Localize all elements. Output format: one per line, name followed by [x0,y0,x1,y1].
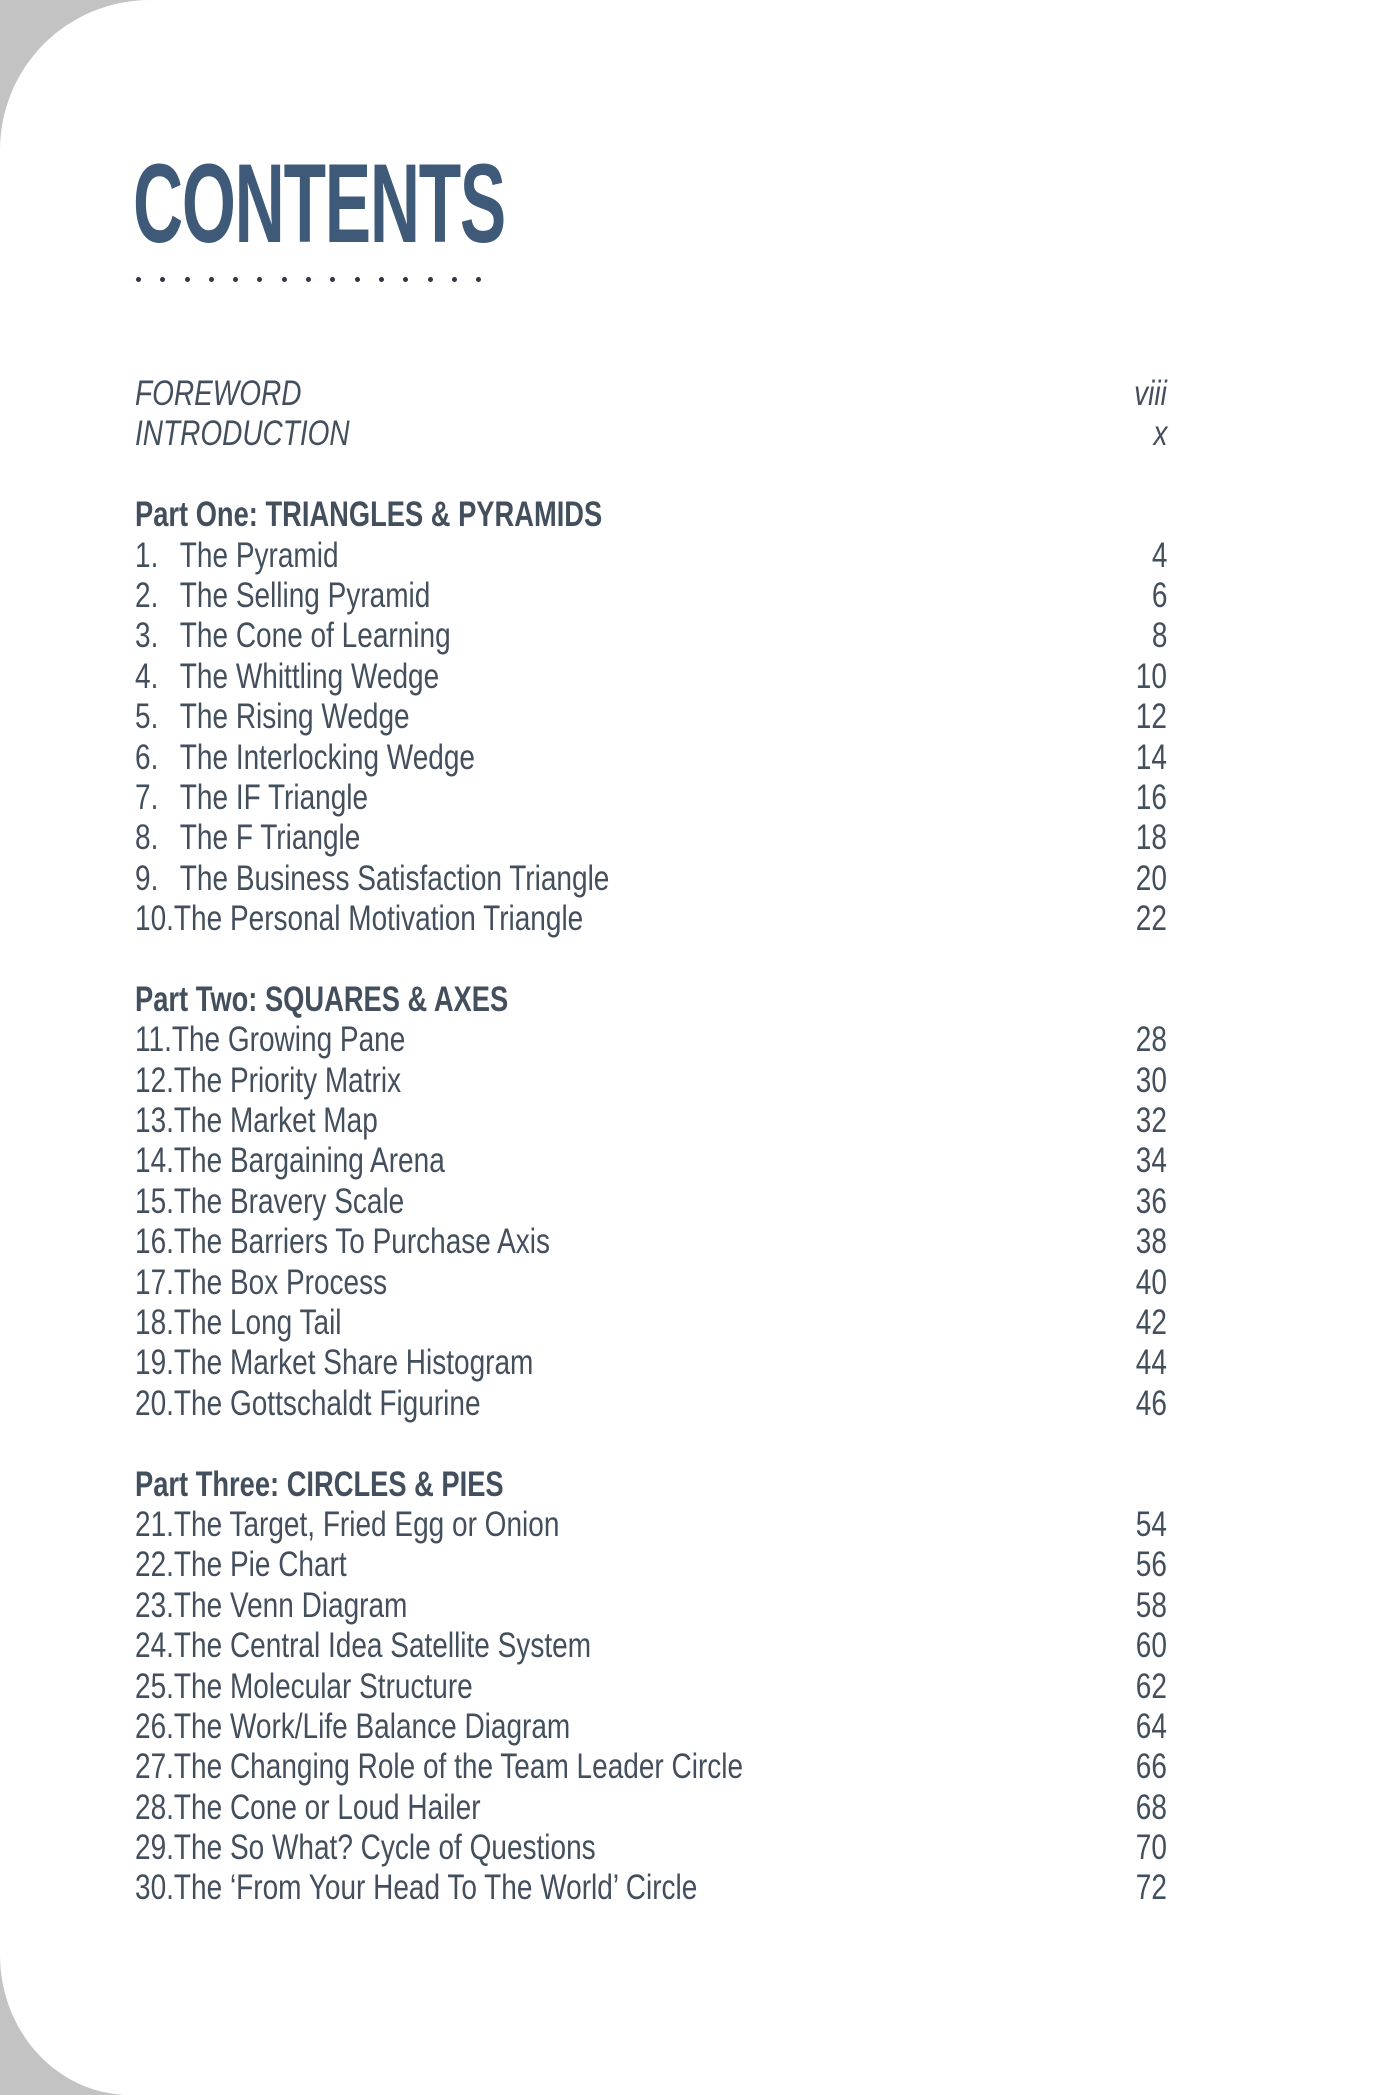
toc-entry[interactable] [135,616,1167,656]
toc-entry-page: 66 [1135,1747,1167,1787]
toc-entry-title: The Priority Matrix [173,1060,402,1100]
toc-entry-page: viii [1134,374,1167,413]
toc-entry[interactable] [135,1505,1167,1545]
toc-entry[interactable] [135,1788,1167,1828]
section-spacer [135,939,1167,979]
toc-entry[interactable] [135,859,1167,899]
toc-entry-number: 14. [135,1141,174,1181]
toc-entry-number: 4. [135,656,159,696]
toc-entry[interactable] [135,1707,1167,1747]
toc-entry-number: 12. [135,1060,174,1100]
toc-entry-title: The Interlocking Wedge [179,737,476,777]
dot [136,277,141,282]
dot [476,277,481,282]
toc-entry[interactable] [135,1747,1167,1787]
toc-entry-title: The Bargaining Arena [173,1141,445,1181]
toc-entry-title: The Long Tail [173,1302,342,1342]
toc-entry-number: 21. [135,1504,174,1544]
toc-entry-page: 68 [1135,1787,1167,1827]
toc-entry-page: 6 [1151,575,1167,615]
toc-entry[interactable] [135,818,1167,858]
toc-entry[interactable] [135,1020,1167,1060]
toc-entry[interactable] [135,536,1167,576]
toc-entry-number: 26. [135,1706,174,1746]
page-title: CONTENTS [133,141,505,266]
part-heading [135,1465,1167,1505]
toc-entry-title: The Market Share Histogram [173,1343,534,1383]
toc-entry-title: The Selling Pyramid [179,575,431,615]
toc-entry-number: 29. [135,1828,174,1868]
toc-entry-page: 42 [1135,1302,1167,1342]
part-heading [135,495,1167,535]
toc-entry[interactable] [135,1222,1167,1262]
toc-entry-number: 18. [135,1302,174,1342]
toc-entry-page: 58 [1135,1585,1167,1625]
part-heading-prefix: Part One: [135,495,258,535]
toc-entry-number: 20. [135,1383,174,1423]
toc-entry-page: 8 [1151,616,1167,656]
toc-entry-page: 18 [1135,818,1167,858]
dot [355,277,360,282]
part-heading-prefix: Part Three: [135,1464,280,1504]
toc-entry-title: The Pie Chart [173,1545,347,1585]
toc-entry-title: The Central Idea Satellite System [173,1626,592,1666]
toc-entry-title: The Changing Role of the Team Leader Circle [173,1747,744,1787]
toc-entry-title: The Cone or Loud Hailer [173,1787,481,1827]
toc-entry-page: 46 [1135,1383,1167,1423]
toc-entry-number: 2. [135,575,159,615]
toc-entry-page: 12 [1135,697,1167,737]
toc-entry-page: 20 [1135,858,1167,898]
toc-entry-number: 27. [135,1747,174,1787]
toc-entry[interactable] [135,1263,1167,1303]
toc-entry-page: x [1153,414,1167,454]
toc-entry-page: 14 [1135,737,1167,777]
toc-entry-title: The Rising Wedge [179,697,410,737]
dotted-rule [136,277,500,282]
toc-entry-title: The Pyramid [179,535,339,575]
dot [306,277,311,282]
toc-entry[interactable] [135,1061,1167,1101]
part-heading-prefix: Part Two: [135,979,258,1019]
toc-entry-page: 22 [1135,899,1167,939]
toc-entry-number: 11. [135,1020,172,1060]
dot [233,277,238,282]
toc-entry-title: The F Triangle [179,818,361,858]
dot [403,277,408,282]
toc-front-matter-introduction[interactable] [135,414,1167,454]
toc-entry-number: 15. [135,1181,174,1221]
toc-entry-number: 30. [135,1868,174,1908]
toc-entry[interactable] [135,1626,1167,1666]
toc-entry-title: FOREWORD [135,374,302,413]
toc-entry-page: 4 [1151,535,1167,575]
toc-entry-page: 36 [1135,1181,1167,1221]
toc-entry-page: 10 [1135,656,1167,696]
toc-entry-title: The So What? Cycle of Questions [173,1828,596,1868]
toc-entry-title: The Target, Fried Egg or Onion [173,1504,560,1544]
toc-entry-title: The Market Map [173,1101,378,1141]
toc-entry-page: 38 [1135,1222,1167,1262]
toc-entry[interactable] [135,576,1167,616]
toc-entry-number: 9. [135,858,159,898]
toc-entry-number: 6. [135,737,159,777]
toc-entry-title: The Work/Life Balance Diagram [173,1706,571,1746]
part-heading [135,980,1167,1020]
dot [209,277,214,282]
toc-entry-number: 25. [135,1666,174,1706]
dot [379,277,384,282]
toc-entry-title: The Box Process [173,1262,388,1302]
toc-entry-number: 19. [135,1343,174,1383]
toc-entry[interactable] [135,1141,1167,1181]
toc-entry-number: 23. [135,1585,174,1625]
dot [428,277,433,282]
toc-entry-number: 28. [135,1787,174,1827]
toc-entry-title: The Personal Motivation Triangle [173,899,584,939]
toc-entry-number: 24. [135,1626,174,1666]
toc-entry[interactable] [135,1667,1167,1707]
toc-entry[interactable] [135,1182,1167,1222]
dot [452,277,457,282]
toc-entry[interactable] [135,1828,1167,1868]
toc-entry-page: 60 [1135,1626,1167,1666]
toc-entry-page: 62 [1135,1666,1167,1706]
toc-entry-title: The Barriers To Purchase Axis [173,1222,551,1262]
toc-entry-number: 7. [135,777,159,817]
toc-entry-number: 16. [135,1222,174,1262]
toc-entry-page: 28 [1135,1020,1167,1060]
toc-entry-number: 8. [135,818,159,858]
toc-entry-title: The Growing Pane [171,1020,406,1060]
toc-entry[interactable] [135,1343,1167,1383]
toc-entry-page: 34 [1135,1141,1167,1181]
section-spacer [135,1424,1167,1464]
toc-entry-page: 64 [1135,1706,1167,1746]
toc-entry[interactable] [135,697,1167,737]
toc-entry-page: 30 [1135,1060,1167,1100]
toc-entry-title: The Whittling Wedge [179,656,440,696]
toc-entry[interactable] [135,1101,1167,1141]
toc-entry-page: 56 [1135,1545,1167,1585]
toc-entry-number: 22. [135,1545,174,1585]
section-spacer [135,455,1167,495]
toc-entry[interactable] [135,1303,1167,1343]
toc-entry-number: 1. [135,535,159,575]
toc-entry-page: 70 [1135,1828,1167,1868]
part-heading-name: SQUARES & AXES [264,979,509,1019]
toc-entry-title: The Cone of Learning [179,616,451,656]
dot [282,277,287,282]
toc-entry-page: 16 [1135,777,1167,817]
part-heading-name: CIRCLES & PIES [286,1464,504,1504]
toc-entry-page: 72 [1135,1868,1167,1908]
toc-entry-title: The Gottschaldt Figurine [173,1383,481,1423]
table-of-contents [135,374,1167,1909]
dot [185,277,190,282]
toc-entry-number: 17. [135,1262,174,1302]
toc-entry[interactable] [135,657,1167,697]
toc-entry-title: The Business Satisfaction Triangle [179,858,610,898]
toc-entry-page: 44 [1135,1343,1167,1383]
toc-entry-number: 5. [135,697,159,737]
toc-entry-title: The ‘From Your Head To The World’ Circle [173,1868,698,1908]
toc-entry-title: The Molecular Structure [173,1666,473,1706]
toc-entry[interactable] [135,738,1167,778]
part-heading-name: TRIANGLES & PYRAMIDS [265,495,603,535]
toc-entry-title: The Venn Diagram [173,1585,408,1625]
toc-entry-page: 54 [1135,1504,1167,1544]
toc-entry-page: 40 [1135,1262,1167,1302]
toc-entry[interactable] [135,1586,1167,1626]
toc-entry-title: The IF Triangle [179,777,369,817]
toc-entry-page: 32 [1135,1101,1167,1141]
toc-entry-number: 3. [135,616,159,656]
toc-entry-title: INTRODUCTION [135,414,350,454]
toc-entry-title: The Bravery Scale [173,1181,405,1221]
toc-entry[interactable] [135,1868,1167,1908]
dot [160,277,165,282]
toc-entry[interactable] [135,899,1167,939]
dot [257,277,262,282]
toc-front-matter-foreword[interactable] [135,374,1167,414]
toc-entry-number: 10. [135,899,174,939]
toc-entry[interactable] [135,1384,1167,1424]
toc-entry[interactable] [135,1545,1167,1585]
toc-entry-number: 13. [135,1101,174,1141]
dot [330,277,335,282]
toc-entry[interactable] [135,778,1167,818]
